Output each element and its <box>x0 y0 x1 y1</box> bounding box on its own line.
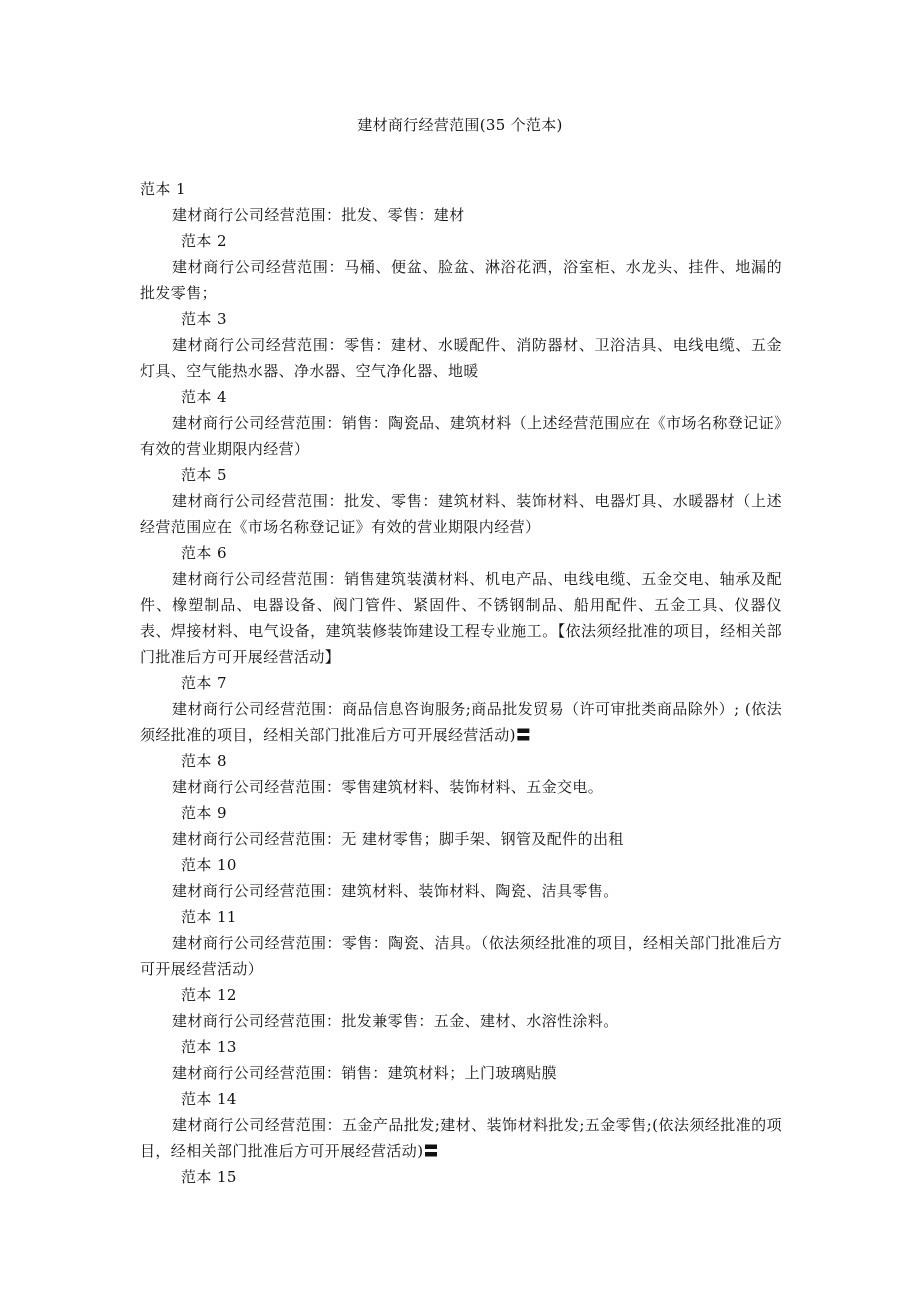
entry-text: 建材商行公司经营范围：销售建筑装潢材料、机电产品、电线电缆、五金交电、轴承及配件、橡塑制品、电器设备、阀门管件、紧固件、不锈钢制品、船用配件、五金工具、仪器仪表、焊接材料、电气设备，建筑装修装饰建设工程专业施工。【依法须经批准的项目，经相关部门批准后方可开展经营活动】 <box>140 570 782 666</box>
entry-heading: 范本 9 <box>181 804 227 822</box>
entry-heading: 范本 11 <box>181 908 237 926</box>
entry-text: 建材商行公司经营范围：建筑材料、装饰材料、陶瓷、洁具零售。 <box>172 882 619 900</box>
entry-text: 建材商行公司经营范围：商品信息咨询服务;商品批发贸易（许可审批类商品除外）; (依法须经批准的项目，经相关部门批准后方可开展经营活动)〓 <box>140 700 783 744</box>
entry-text: 建材商行公司经营范围：无 建材零售；脚手架、钢管及配件的出租 <box>172 830 624 848</box>
entry-text: 建材商行公司经营范围：批发、零售：建筑材料、装饰材料、电器灯具、水暖器材（上述经营范围应在《市场名称登记证》有效的营业期限内经营） <box>140 492 782 536</box>
entry-heading: 范本 13 <box>181 1038 237 1056</box>
entry-heading: 范本 1 <box>140 180 186 198</box>
entry-heading: 范本 4 <box>181 388 227 406</box>
entry-text: 建材商行公司经营范围：批发、零售：建材 <box>172 206 465 224</box>
entry-text: 建材商行公司经营范围：销售：建筑材料；上门玻璃贴膜 <box>172 1064 558 1082</box>
entry-text: 建材商行公司经营范围：马桶、便盆、脸盆、淋浴花洒，浴室柜、水龙头、挂件、地漏的批发零售； <box>140 258 782 302</box>
entry-heading: 范本 5 <box>181 466 227 484</box>
entry-text: 建材商行公司经营范围：五金产品批发;建材、装饰材料批发;五金零售;(依法须经批准的项目，经相关部门批准后方可开展经营活动)〓 <box>140 1116 782 1160</box>
entry-text: 建材商行公司经营范围：销售：陶瓷品、建筑材料（上述经营范围应在《市场名称登记证》有效的营业期限内经营） <box>140 414 782 458</box>
entry-text: 建材商行公司经营范围：零售：陶瓷、洁具。（依法须经批准的项目，经相关部门批准后方可开展经营活动） <box>140 934 782 978</box>
entry-text: 建材商行公司经营范围：零售：建材、水暖配件、消防器材、卫浴洁具、电线电缆、五金灯具、空气能热水器、净水器、空气净化器、地暖 <box>140 336 782 380</box>
entry-heading: 范本 12 <box>181 986 237 1004</box>
entry-heading: 范本 6 <box>181 544 227 562</box>
entry-heading: 范本 8 <box>181 752 227 770</box>
document-title: 建材商行经营范围(35 个范本) <box>357 116 563 134</box>
entry-heading: 范本 10 <box>181 856 237 874</box>
entry-heading: 范本 3 <box>181 310 227 328</box>
entry-heading: 范本 14 <box>181 1090 237 1108</box>
entry-heading: 范本 2 <box>181 232 227 250</box>
entry-text: 建材商行公司经营范围：零售建筑材料、装饰材料、五金交电。 <box>172 778 604 796</box>
entry-heading: 范本 7 <box>181 674 227 692</box>
entry-heading: 范本 15 <box>181 1168 237 1186</box>
entry-text: 建材商行公司经营范围：批发兼零售：五金、建材、水溶性涂料。 <box>172 1012 619 1030</box>
document-body <box>140 176 782 1190</box>
